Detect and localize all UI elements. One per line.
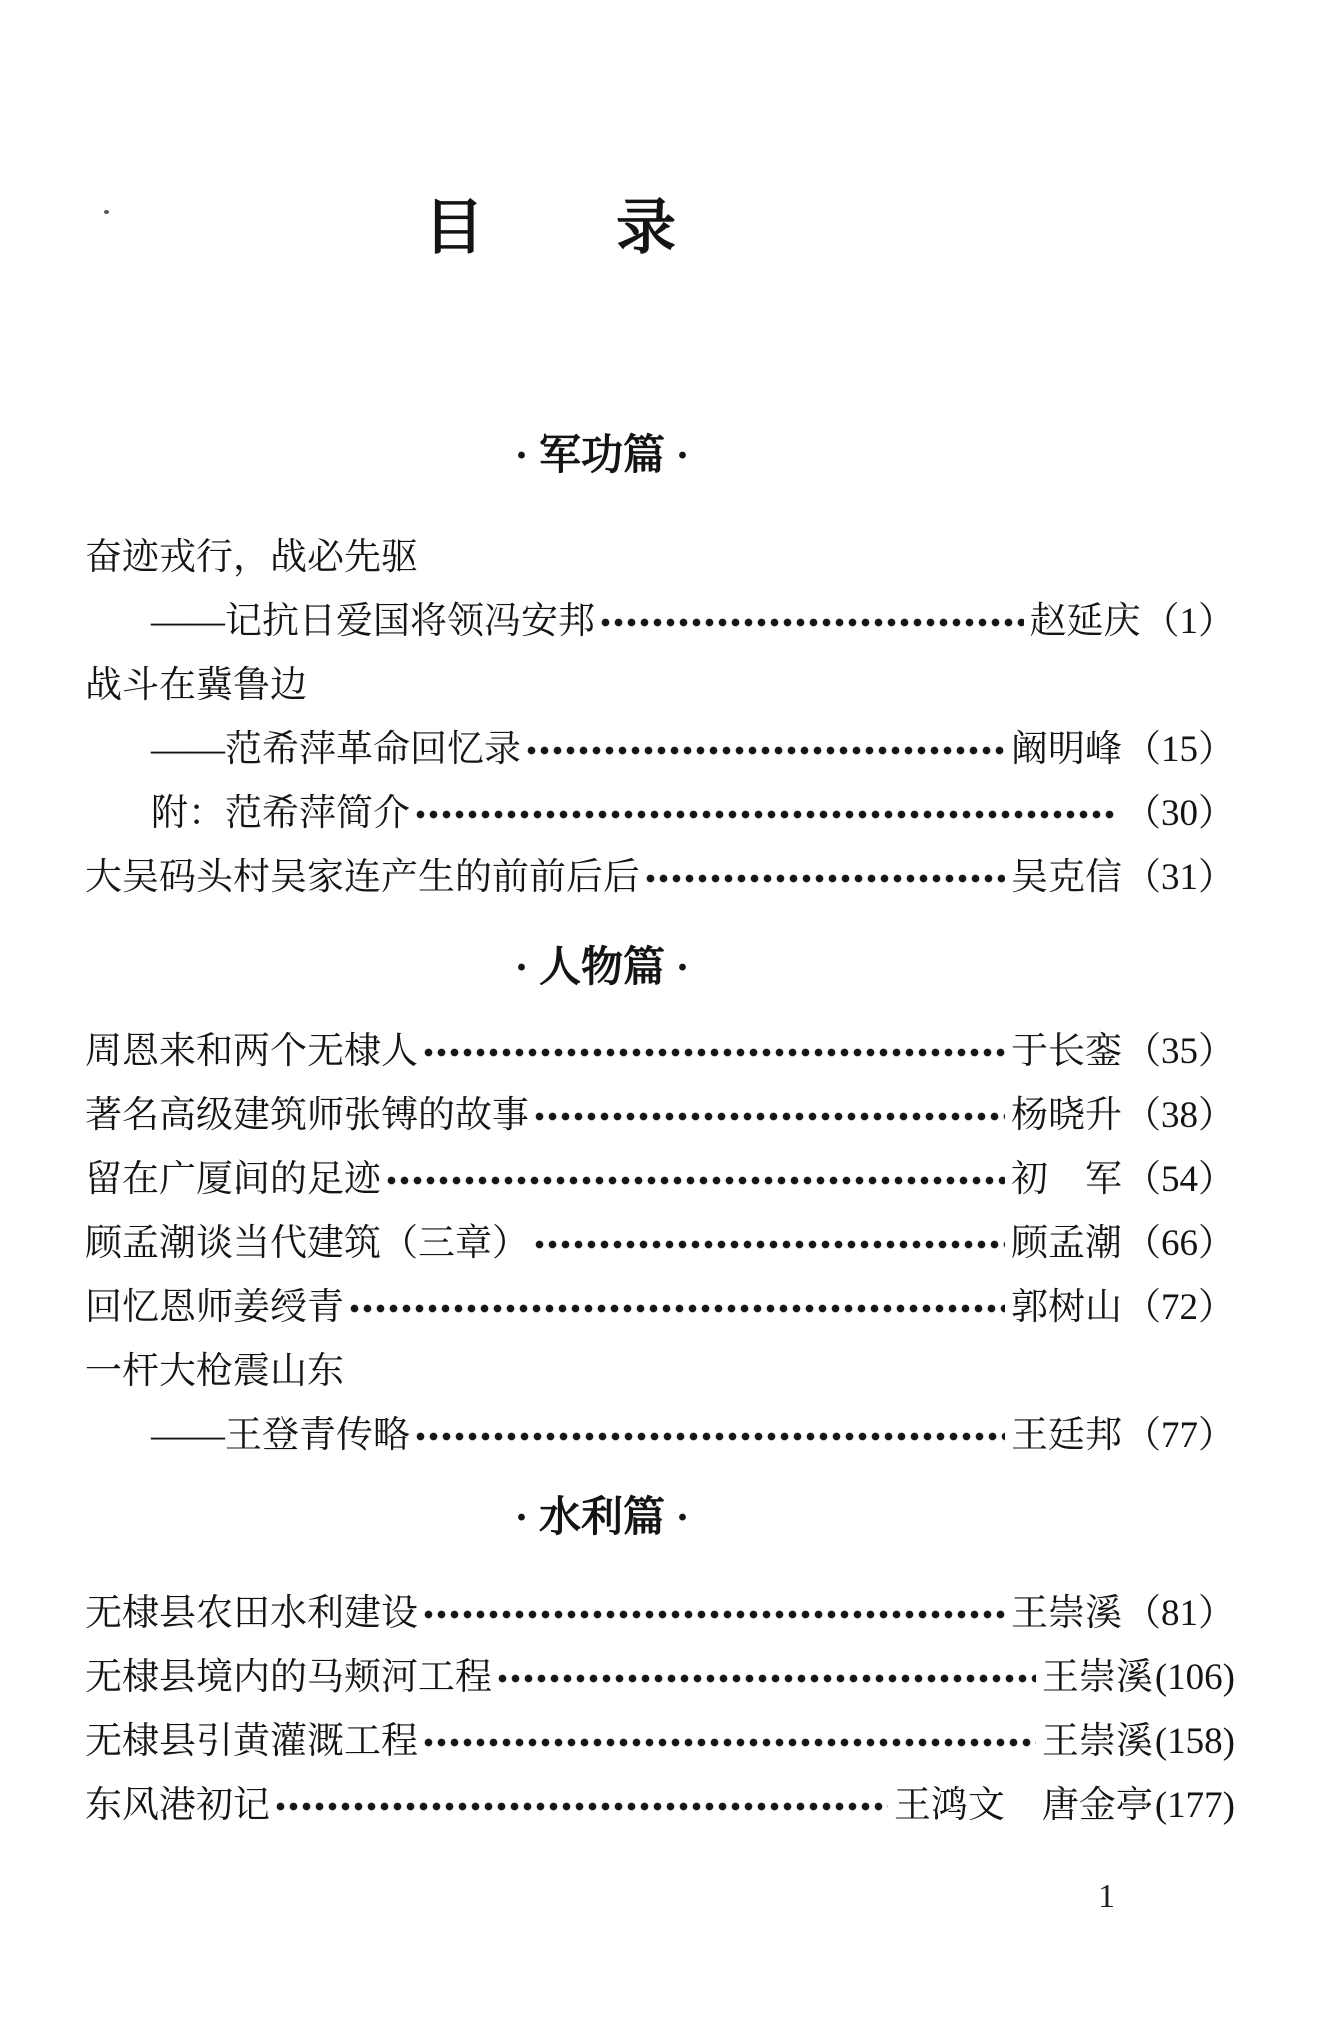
entry-title: 著名高级建筑师张镈的故事: [85, 1095, 529, 1136]
dot-leader: [414, 782, 1116, 846]
toc-entry: [85, 1340, 1235, 1404]
section-entries: [85, 1582, 1235, 1838]
dot-leader: [348, 1276, 1005, 1340]
entry-title: 一杆大枪震山东: [85, 1351, 344, 1392]
entry-author: 王廷邦: [1011, 1415, 1122, 1456]
entry-author: 王崇溪: [1041, 1721, 1153, 1762]
entry-title: 战斗在冀鲁边: [85, 665, 307, 706]
toc-entry: [85, 526, 1235, 590]
toc-entry: [85, 718, 1235, 782]
entry-title: 顾孟潮谈当代建筑（三章）: [85, 1223, 529, 1264]
toc-entry: [85, 1148, 1235, 1212]
toc-entry: [85, 1084, 1235, 1148]
section-heading-junggong: · 军功篇 ·: [514, 433, 690, 479]
toc-entry: [85, 1646, 1235, 1710]
entry-page-number: （30）: [1124, 793, 1235, 834]
entry-title: ——王登青传略: [151, 1415, 410, 1456]
section-heading-renwu: · 人物篇 ·: [514, 945, 690, 991]
entry-title: 大吴码头村吴家连产生的前前后后: [85, 857, 640, 898]
toc-entry: [85, 1404, 1235, 1468]
entry-page-number: （15）: [1124, 729, 1235, 770]
entry-author: 王崇溪: [1041, 1657, 1153, 1698]
entry-author: 初 军: [1011, 1159, 1122, 1200]
dot-leader: [385, 1148, 1005, 1212]
entry-page-number: (106): [1154, 1657, 1235, 1698]
entry-title: 无棣县境内的马颊河工程: [85, 1657, 492, 1698]
page-content: [85, 0, 1235, 1838]
dot-leader: [533, 1084, 1005, 1148]
section-heading-shuili: · 水利篇 ·: [514, 1495, 690, 1541]
entry-author: 王崇溪: [1011, 1593, 1122, 1634]
entry-title: ——范希萍革命回忆录: [151, 729, 521, 770]
section-entries: [85, 1020, 1235, 1468]
entry-title: 奋迹戎行，战必先驱: [85, 537, 418, 578]
entry-author: 赵延庆: [1029, 601, 1141, 642]
toc-entry: [85, 1710, 1235, 1774]
entry-title: 周恩来和两个无棣人: [85, 1031, 418, 1072]
toc-entry: [85, 846, 1235, 910]
toc-entry: [85, 1774, 1235, 1838]
dot-leader: [599, 590, 1024, 654]
entry-page-number: （1）: [1142, 601, 1235, 642]
section-entries: [85, 526, 1235, 910]
entry-author: 郭树山: [1011, 1287, 1122, 1328]
entry-author: 王鸿文 唐金亭: [893, 1785, 1153, 1826]
entry-page-number: (158): [1154, 1721, 1235, 1762]
dot-leader: [644, 846, 1005, 910]
dot-leader: [274, 1774, 888, 1838]
entry-title: 无棣县农田水利建设: [85, 1593, 418, 1634]
entry-page-number: （31）: [1124, 857, 1235, 898]
page-title: 目 录: [424, 195, 680, 261]
entry-author: 杨晓升: [1011, 1095, 1122, 1136]
dot-leader: [422, 1582, 1005, 1646]
dot-leader: [422, 1710, 1036, 1774]
entry-author: 阚明峰: [1011, 729, 1122, 770]
entry-title: 无棣县引黄灌溉工程: [85, 1721, 418, 1762]
toc-entry: [85, 1020, 1235, 1084]
toc-entry: [85, 590, 1235, 654]
entry-author: 于长銮: [1011, 1031, 1122, 1072]
entry-author: 顾孟潮: [1011, 1223, 1122, 1264]
entry-title: 附：范希萍简介: [151, 793, 410, 834]
entry-page-number: （66）: [1124, 1223, 1235, 1264]
entry-page-number: （81）: [1124, 1593, 1235, 1634]
entry-title: ——记抗日爱国将领冯安邦: [151, 601, 595, 642]
entry-page-number: （54）: [1124, 1159, 1235, 1200]
entry-title: 回忆恩师姜绶青: [85, 1287, 344, 1328]
toc-entry: [85, 1582, 1235, 1646]
toc-entry: [85, 782, 1235, 846]
dot-leader: [414, 1404, 1005, 1468]
dot-leader: [496, 1646, 1036, 1710]
dot-leader: [422, 1020, 1005, 1084]
entry-page-number: （77）: [1124, 1415, 1235, 1456]
entry-page-number: （72）: [1124, 1287, 1235, 1328]
toc-entry: [85, 1212, 1235, 1276]
dot-leader: [533, 1212, 1005, 1276]
toc-entry: [85, 654, 1235, 718]
entry-page-number: （35）: [1124, 1031, 1235, 1072]
entry-title: 东风港初记: [85, 1785, 270, 1826]
toc-entry: [85, 1276, 1235, 1340]
entry-author: 吴克信: [1011, 857, 1122, 898]
entry-page-number: (177): [1154, 1785, 1235, 1826]
dot-leader: [525, 718, 1005, 782]
entry-page-number: （38）: [1124, 1095, 1235, 1136]
entry-title: 留在广厦间的足迹: [85, 1159, 381, 1200]
folio-page-number: 1: [1098, 1878, 1115, 1915]
